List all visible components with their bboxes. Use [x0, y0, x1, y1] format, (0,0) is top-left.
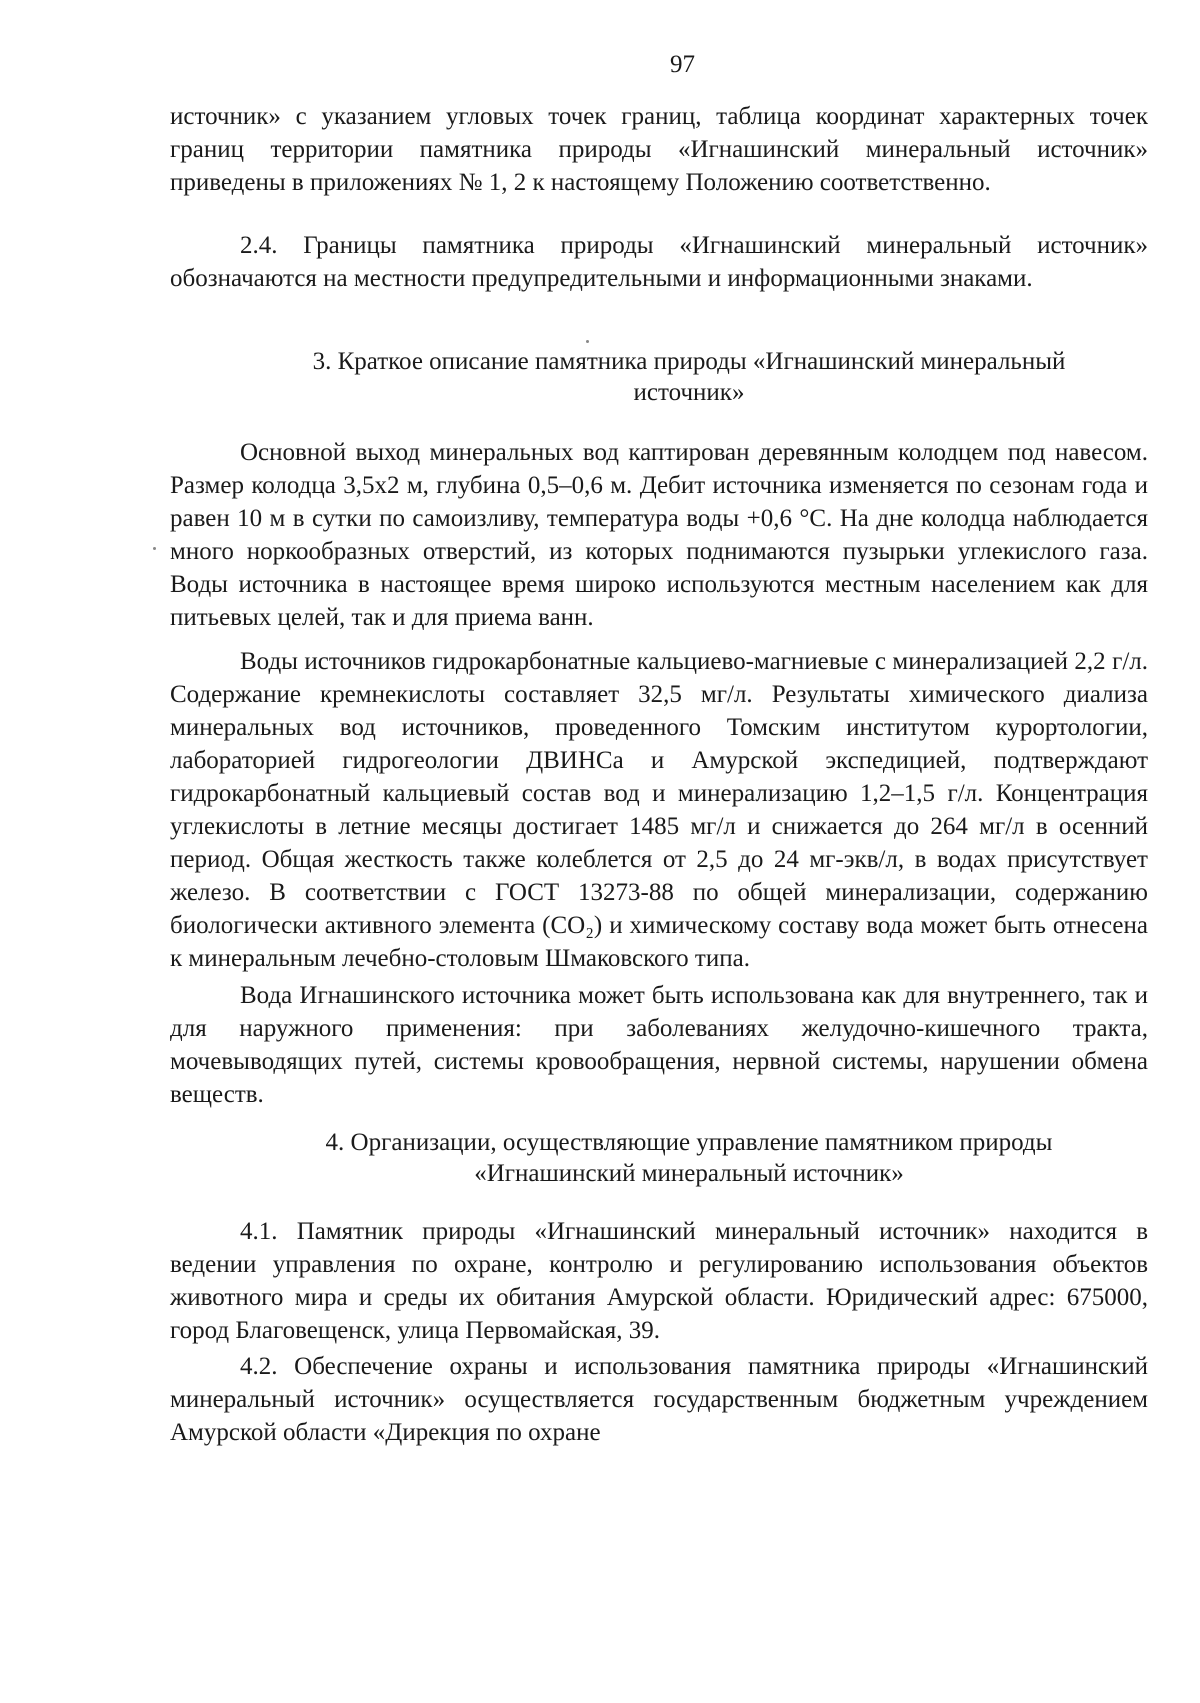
- section-3-heading-line1: 3. Краткое описание памятника природы «Игнашинский минеральный: [312, 348, 1066, 375]
- paragraph-intro: источник» с указанием угловых точек границ, таблица координат характерных точек границ территории памятника природы «Игнашинский минеральный источник» приведены в приложениях № 1, 2 к настоящему Положению соответственно.: [170, 103, 1148, 196]
- page-number: 97: [670, 51, 695, 78]
- paragraph-4-1: 4.1. Памятник природы «Игнашинский минеральный источник» находится в ведении управления по охране, контролю и регулированию использования объектов животного мира и среды их обитания Амурской области. Юридический адрес: 675000, город Благовещенск, улица Первомайская, 39.: [170, 1218, 1148, 1344]
- section-4-heading-line2: «Игнашинский минеральный источник»: [474, 1160, 904, 1187]
- paragraph-4-2: 4.2. Обеспечение охраны и использования памятника природы «Игнашинский минеральный источник» осуществляется государственным бюджетным учреждением Амурской области «Дирекция по охране: [170, 1353, 1148, 1446]
- scan-speck: [153, 547, 156, 550]
- section-3-heading-line2: источник»: [633, 379, 745, 406]
- paragraph-description-3: Вода Игнашинского источника может быть использована как для внутреннего, так и для наружного применения: при заболеваниях желудочно-кишечного тракта, мочевыводящих путей, системы кровообращения, нервной системы, нарушении обмена веществ.: [170, 982, 1148, 1108]
- scan-speck: [586, 340, 589, 343]
- paragraph-2-4: 2.4. Границы памятника природы «Игнашинский минеральный источник» обозначаются на местности предупредительными и информационными знаками.: [170, 232, 1148, 292]
- paragraph-description-2: Воды источников гидрокарбонатные кальциево-магниевые с минерализацией 2,2 г/л. Содержание кремнекислоты составляет 32,5 мг/л. Результаты химического диализа минеральных вод источников, проведенного Томским институтом курортологии, лабораторией гидрогеологии ДВИНСа и Амурской экспедицией, подтверждают гидрокарбонатный кальциевый состав вод и минерализацию 1,2–1,5 г/л. Концентрация углекислоты в летние месяцы достигает 1485 мг/л и снижается до 264 мг/л в осенний период. Общая жесткость также колеблется от 2,5 до 24 мг-экв/л, в водах присутствует железо. В соответствии с ГОСТ 13273-88 по общей минерализации, содержанию биологически активного элемента (CO₂) и химическому составу вода может быть отнесена к минеральным лечебно-столовым Шмаковского типа.: [170, 648, 1148, 972]
- paragraph-description-1: Основной выход минеральных вод каптирован деревянным колодцем под навесом. Размер колодца 3,5х2 м, глубина 0,5–0,6 м. Дебит источника изменяется по сезонам года и равен 10 м в сутки по самоизливу, температура воды +0,6 °С. На дне колодца наблюдается много норкообразных отверстий, из которых поднимаются пузырьки углекислого газа. Воды источника в настоящее время широко используются местным населением как для питьевых целей, так и для приема ванн.: [170, 439, 1148, 631]
- section-4-heading-line1: 4. Организации, осуществляющие управление памятником природы: [325, 1129, 1053, 1156]
